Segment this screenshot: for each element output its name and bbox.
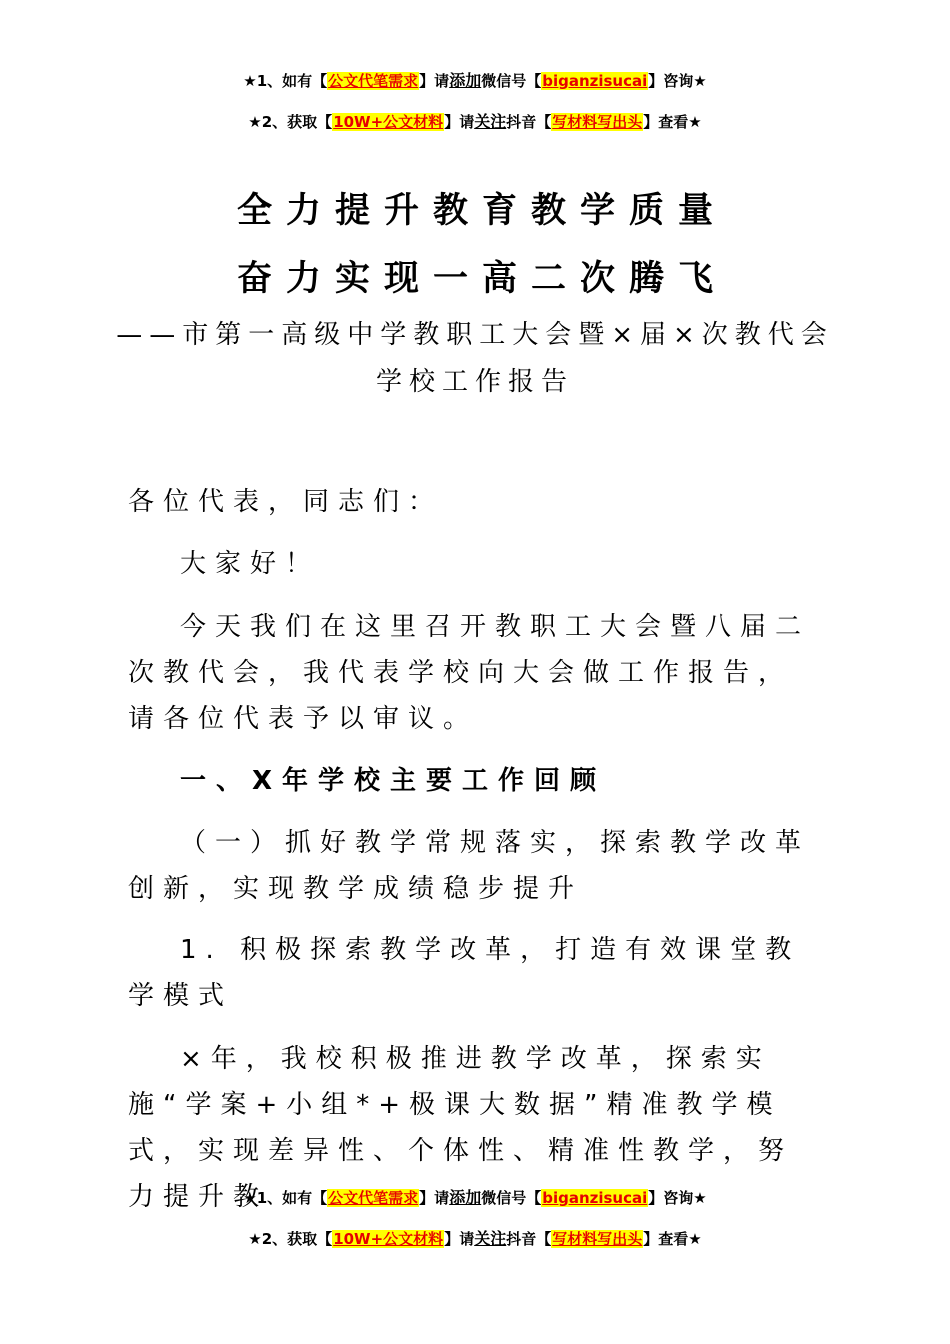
numbered-item: 1. 积极探索教学改革，打造有效课堂教学模式 — [128, 935, 801, 1011]
banner-underline: 关注 — [474, 1229, 507, 1248]
salutation: 各位代表，同志们： — [128, 487, 444, 517]
banner-highlight: 公文代笔需求 — [328, 1189, 419, 1207]
sub-section-heading: （一）抓好教学常规落实，探索教学改革创新，实现教学成绩稳步提升 — [128, 828, 811, 904]
banner-highlight: 公文代笔需求 — [328, 72, 419, 90]
banner-text: 】请 — [444, 113, 475, 131]
banner-text: 】请 — [444, 1230, 475, 1248]
bottom-banner-line-2 — [0, 1228, 950, 1250]
document-subtitle-line-2: 学校工作报告 — [375, 367, 574, 397]
greeting: 大家好！ — [180, 549, 321, 579]
banner-highlight: biganzisucai — [542, 1189, 648, 1207]
banner-text: 】查看★ — [643, 113, 702, 131]
banner-text: 】查看★ — [643, 1230, 702, 1248]
banner-text: 微信号【 — [481, 1189, 542, 1207]
document-title-line-2: 奋力实现一高二次腾飞 — [236, 259, 727, 299]
paragraph-body: ×年，我校积极推进教学改革，探索实施“学案+小组*+极课大数据”精准教学模式，实现差异性、个体性、精准性教学，努力提升教 — [128, 1044, 794, 1212]
section-heading: 一、X年学校主要工作回顾 — [180, 766, 607, 796]
banner-underline: 添加 — [449, 71, 482, 90]
banner-highlight: 10W+公文材料 — [333, 1230, 444, 1248]
banner-text: 抖音【 — [506, 1230, 552, 1248]
banner-text: 】请 — [419, 72, 450, 90]
banner-text: ★1、如有【 — [243, 72, 328, 90]
banner-text: 】咨询★ — [648, 72, 707, 90]
bottom-banner-line-1 — [0, 1187, 950, 1209]
document-subtitle-line-1: ——市第一高级中学教职工大会暨×届×次教代会 — [116, 320, 834, 350]
banner-underline: 关注 — [474, 112, 507, 131]
banner-highlight: 写材料写出头 — [552, 113, 643, 131]
banner-text: ★1、如有【 — [243, 1189, 328, 1207]
top-banner-line-1 — [0, 70, 950, 92]
document-title-line-1: 全力提升教育教学质量 — [236, 191, 727, 231]
banner-text: 微信号【 — [481, 72, 542, 90]
banner-text: 】咨询★ — [648, 1189, 707, 1207]
banner-underline: 添加 — [449, 1188, 482, 1207]
banner-text: 】请 — [419, 1189, 450, 1207]
banner-highlight: biganzisucai — [542, 72, 648, 90]
banner-text: 抖音【 — [506, 113, 552, 131]
top-banner-line-2 — [0, 111, 950, 133]
banner-text: ★2、获取【 — [248, 113, 333, 131]
paragraph-opening: 今天我们在这里召开教职工大会暨八届二次教代会，我代表学校向大会做工作报告，请各位代表予以审议。 — [128, 612, 811, 734]
banner-highlight: 10W+公文材料 — [333, 113, 444, 131]
banner-text: ★2、获取【 — [248, 1230, 333, 1248]
banner-highlight: 写材料写出头 — [552, 1230, 643, 1248]
